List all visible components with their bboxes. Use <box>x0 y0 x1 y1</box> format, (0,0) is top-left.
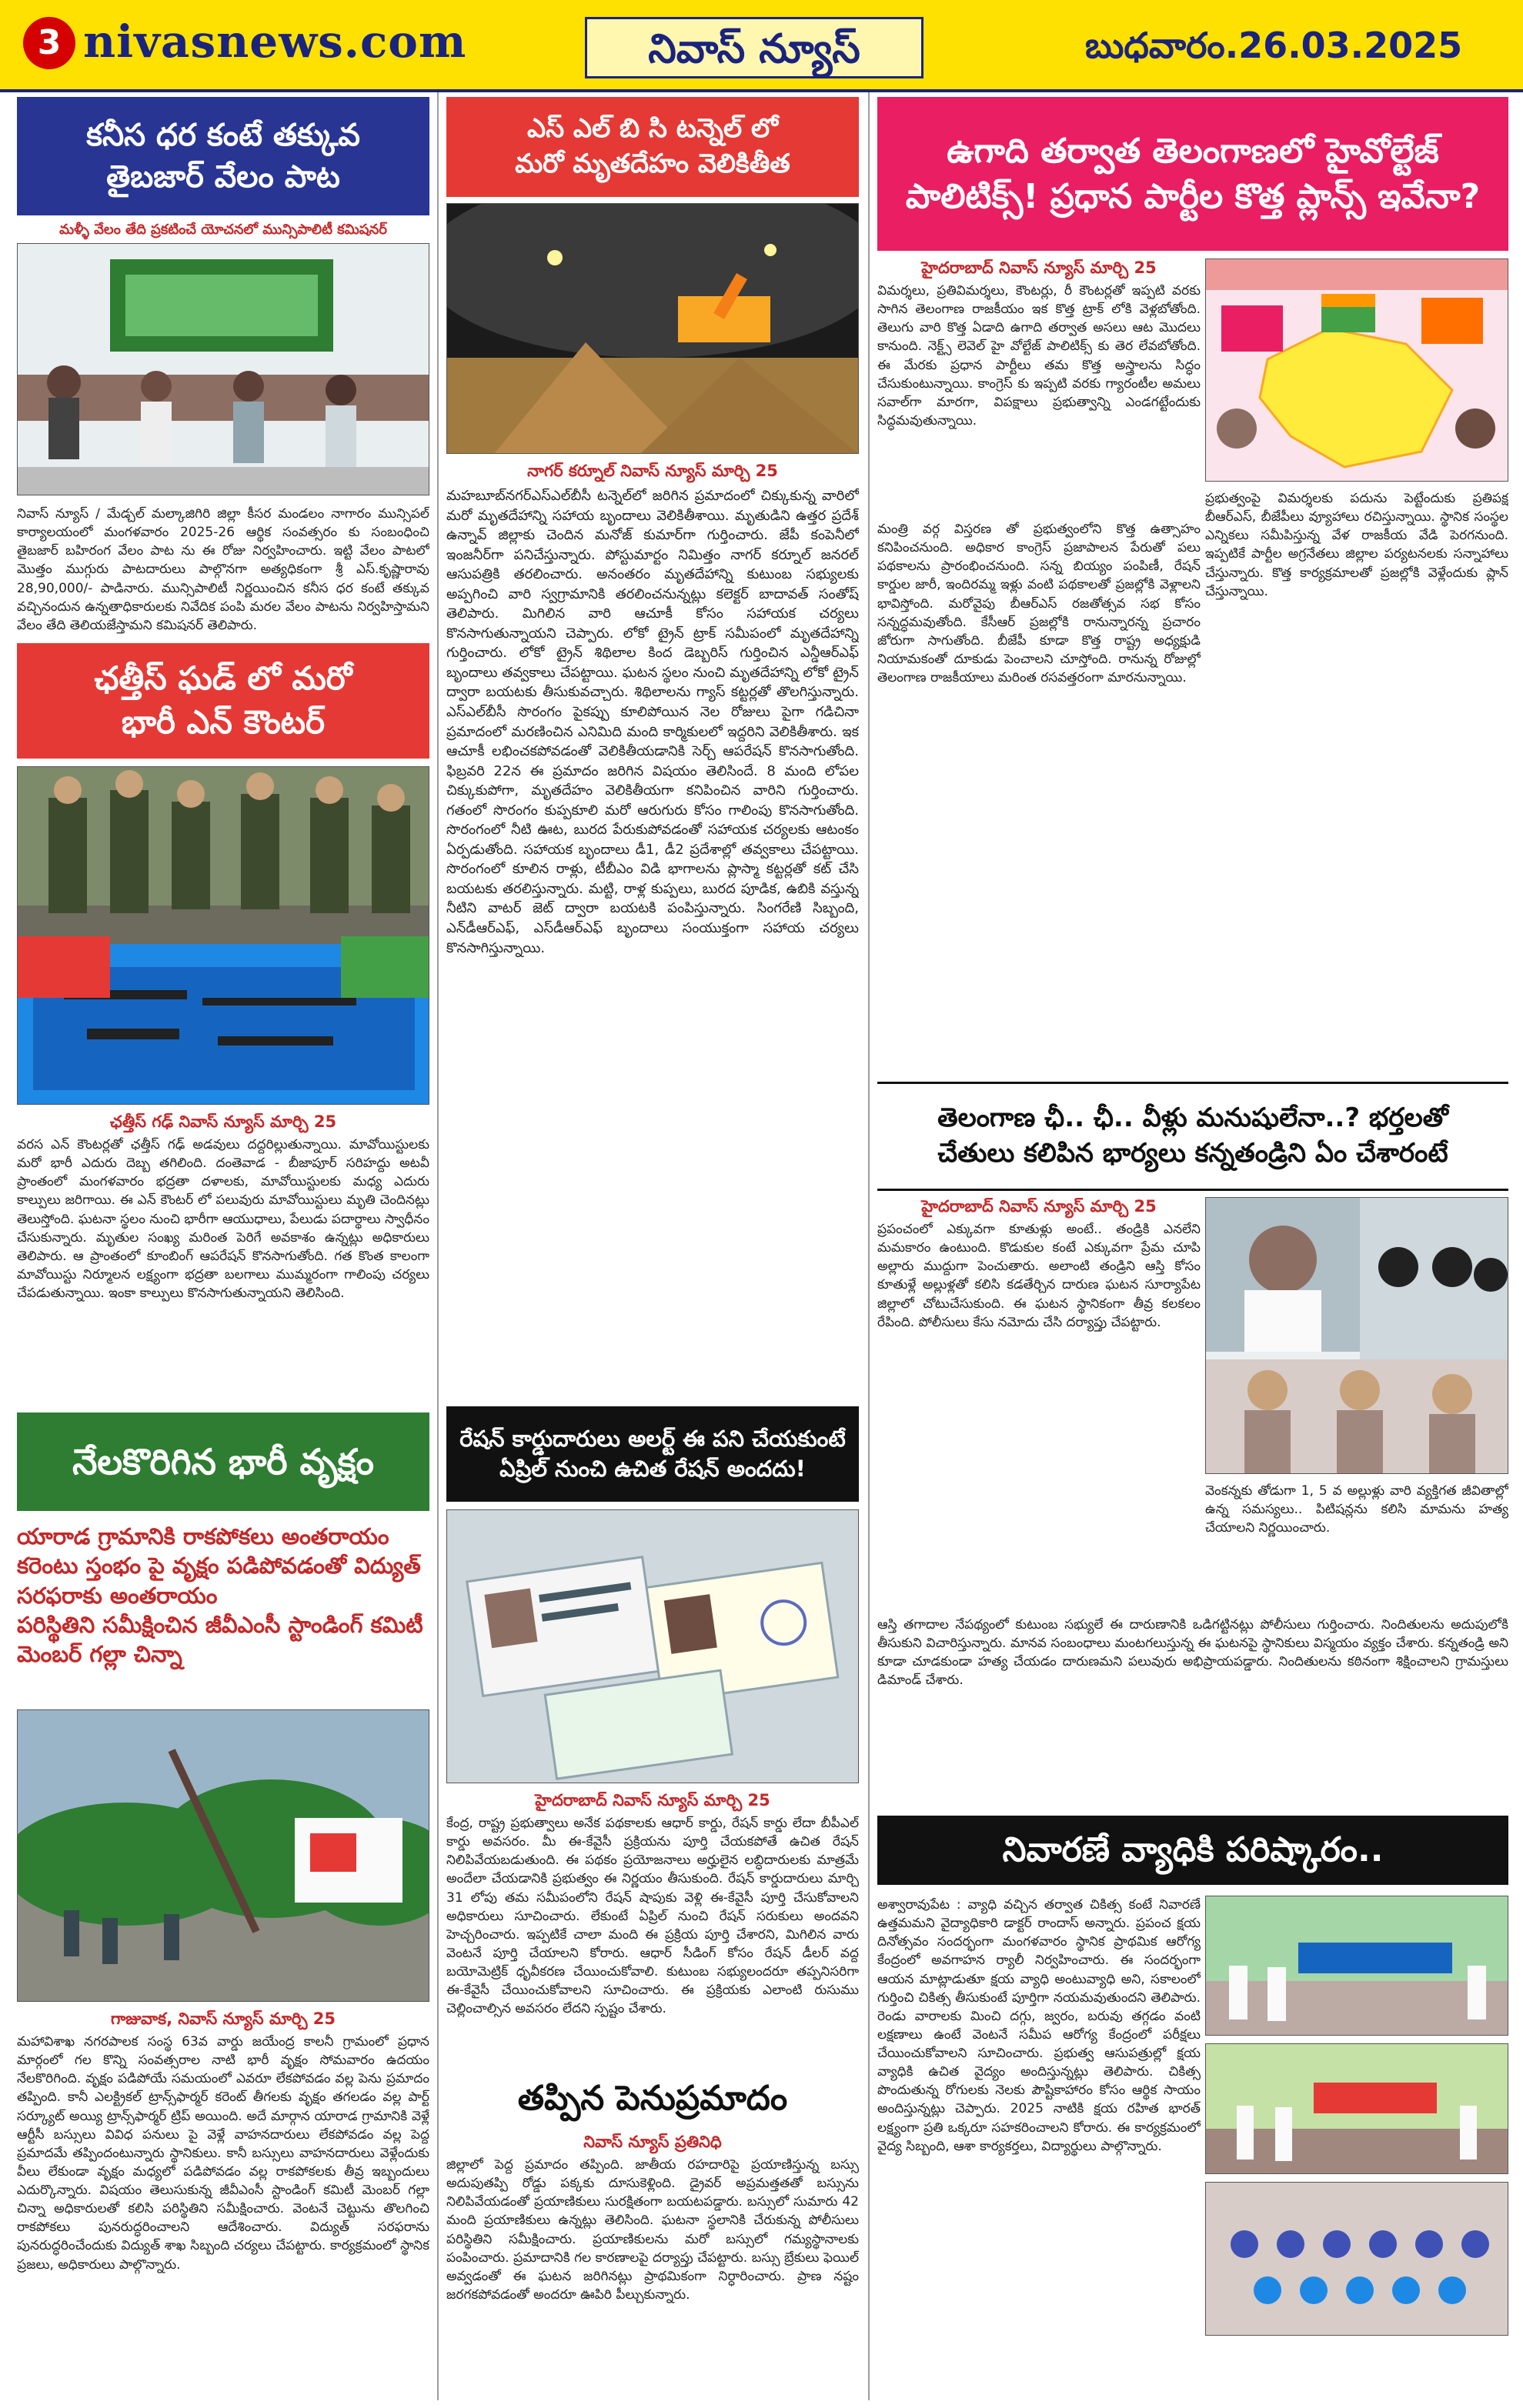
bullet-point: యారాడ గ్రామానికి రాకపోకలు అంతరాయం <box>17 1523 389 1549</box>
article8-dateline: నివాస్ న్యూస్ ప్రతినిధి <box>583 2133 722 2151</box>
article2-photo <box>446 203 859 454</box>
article5-headline[interactable] <box>446 1406 859 1502</box>
article4-headline[interactable] <box>17 643 429 759</box>
headline-line: ఎస్ ఎల్ బి సి టన్నెల్ లో <box>527 113 778 145</box>
headline-line: రేషన్ కార్డుదారులు అలర్ట్ ఈ పని చేయకుంటే <box>459 1425 846 1452</box>
article9-photo-3 <box>1205 2182 1508 2336</box>
article9-photo-2 <box>1205 2043 1508 2174</box>
article1-subhead: మళ్ళీ వేలం తేది ప్రకటించే యోచనలో మున్సిపాలిటీ కమిషనర్ <box>59 222 387 238</box>
site-url[interactable]: nivasnews.com <box>83 15 467 68</box>
article6-headline[interactable] <box>877 1082 1508 1191</box>
column-divider <box>437 92 439 2400</box>
headline-line: ఉగాది తర్వాత తెలంగాణలో హైవోల్టేజ్ <box>947 131 1439 171</box>
article6-dateline: హైదరాబాద్ నివాస్ న్యూస్ మార్చి 25 <box>921 1197 1157 1216</box>
article4-body: వరస ఎన్ కౌంటర్లతో ఛత్తీస్ గఢ్ అడవులు దద్దరిల్లుతున్నాయి. మావోయిస్టులకు మరో భారీ ఎదురు దెబ్బ తగిలింది. దంతెవాడ - బీజాపూర్ సరిహద్దు అటవీ ప్రాంతంలో మంగళవారం భద్రతా దళాలకు, మావోయిస్టులకు మధ్య ఎదురు కాల్పులు జరిగాయి. ఈ ఎన్ కౌంటర్ లో పలువురు మావోయిస్టులు మృతి చెందినట్లు తెలుస్తోంది. ఘటనా స్థలం నుంచి భారీగా ఆయుధాలు, పేలుడు పదార్థాలు స్వాధీనం చేసుకున్నారు. మృతుల సంఖ్య మరింత పెరిగే అవకాశం ఉన్నట్లు అధికారులు తెలిపారు. ఆ ప్రాంతంలో కూంబింగ్ ఆపరేషన్ కొనసాగుతోంది. గత కొంత కాలంగా మావోయిస్టు నిర్మూలన లక్ష్యంగా భద్రతా బలగాలు ముమ్మరంగా గాలింపు చర్యలు చేపడుతున్నాయి. ఇంకా కాల్పులు కొనసాగుతున్నాయని తెలిసింది. <box>17 1137 429 1301</box>
headline-line: భారీ ఎన్ కౌంటర్ <box>121 703 326 741</box>
article3-body-continued: మంత్రి వర్గ విస్తరణ తో ప్రభుత్వంలోని కొత్త ఉత్సాహం కనిపించనుంది. అధికార కాంగ్రెస్ ప్రజాపాలన పేరుతో పలు పథకాలను ప్రారంభించనుంది. సన్న బియ్యం పంపిణీ, రేషన్ కార్డుల జారీ, ఇందిరమ్మ ఇళ్లు వంటి పథకాలతో ప్రజల్లోకి వెళ్లాలని భావిస్తోంది. మరోవైపు బీఆర్ఎస్ రజతోత్సవ సభ కోసం సన్నద్ధమవుతోంది. కేసీఆర్ ప్రజల్లోకి రానున్నారన్న ప్రచారం జోరుగా సాగుతోంది. బీజేపీ కూడా కొత్త రాష్ట్ర అధ్యక్షుడి నియామకంతో దూకుడు పెంచాలని చూస్తోంది. రానున్న రోజుల్లో తెలంగాణ రాజకీయాలు మరింత రసవత్తరంగా మారనున్నాయి. <box>877 522 1201 685</box>
article9-photo-1 <box>1205 1896 1508 2036</box>
article2-dateline: నాగర్ కర్నూల్ నివాస్ న్యూస్ మార్చి 25 <box>527 462 778 480</box>
article3-dateline: హైదరాబాద్ నివాస్ న్యూస్ మార్చి 25 <box>921 258 1157 277</box>
headline-line: చేతులు కలిపిన భార్యలు కన్నతండ్రిని ఏం చేశారంటే <box>937 1138 1448 1169</box>
bullet-point: పరిస్థితిని సమీక్షించిన జీవీఎంసీ స్టాండింగ్ కమిటీ మెంబర్ గల్లా చిన్నా <box>17 1611 423 1668</box>
article3-body-right: ప్రభుత్వంపై విమర్శలకు పదును పెట్టేందుకు ప్రతిపక్ష బీఆర్ఎస్, బీజేపీలు వ్యూహాలు రచిస్తున్నాయి. స్థానిక సంస్థల ఎన్నికలు సమీపిస్తున్న వేళ రాజకీయ వేడి పెరగనుంది. ఇప్పటికే పార్టీల అగ్రనేతలు జిల్లాల పర్యటనలకు సన్నాహాలు చేస్తున్నారు. కొత్త కార్యక్రమాలతో ప్రజల్లోకి వెళ్లేందుకు ప్లాన్ చేస్తున్నాయి. <box>1205 491 1508 599</box>
article5-photo <box>446 1509 859 1783</box>
article6-body-left: ప్రపంచంలో ఎక్కువగా కూతుళ్లు అంటే.. తండ్రికి ఎనలేని మమకారం ఉంటుంది. కొడుకుల కంటే ఎక్కువగా ప్రేమ చూపి అల్లారు ముద్దుగా పెంచుతారు. అలాంటి తండ్రిని ఆస్తి కోసం కూతుళ్లే అల్లుళ్లతో కలిసి కడతేర్చిన దారుణ ఘటన సూర్యాపేట జిల్లాలో చోటుచేసుకుంది. ఈ ఘటన స్థానికంగా తీవ్ర కలకలం రేపింది. పోలీసులు కేసు నమోదు చేసి దర్యాప్తు చేపట్టారు. <box>877 1222 1201 1330</box>
headline-line: కనీస ధర కంటే తక్కువ <box>86 118 360 153</box>
headline-line: తైబజార్ వేలం పాట <box>106 159 340 195</box>
newspaper-name: నివాస్ న్యూస్ <box>585 17 923 78</box>
article9-body: అశ్వారావుపేట : వ్యాధి వచ్చిన తర్వాత చికిత్స కంటే నివారణే ఉత్తమమని వైద్యాధికారి డాక్టర్ రాందాస్ అన్నారు. ప్రపంచ క్షయ దినోత్సవం సందర్భంగా మంగళవారం స్థానిక ప్రాథమిక ఆరోగ్య కేంద్రంలో అవగాహన ర్యాలీ నిర్వహించారు. ఈ సందర్భంగా ఆయన మాట్లాడుతూ క్షయ వ్యాధి అంటువ్యాధి అని, సకాలంలో గుర్తించి చికిత్స తీసుకుంటే పూర్తిగా నయమవుతుందని తెలిపారు. రెండు వారాలకు మించి దగ్గు, జ్వరం, బరువు తగ్గడం వంటి లక్షణాలు ఉంటే వెంటనే సమీప ఆరోగ్య కేంద్రంలో పరీక్షలు చేయించుకోవాలని సూచించారు. ప్రభుత్వ ఆసుపత్రుల్లో క్షయ వ్యాధికి ఉచిత వైద్యం అందిస్తున్నట్లు తెలిపారు. చికిత్స పొందుతున్న రోగులకు నెలకు పౌష్టికాహారం కోసం ఆర్థిక సాయం అందిస్తున్నట్లు చెప్పారు. 2025 నాటికి క్షయ రహిత భారత్ లక్ష్యంగా ప్రతి ఒక్కరూ సహకరించాలని కోరారు. ఈ కార్యక్రమంలో వైద్య సిబ్బంది, ఆశా కార్యకర్తలు, విద్యార్థులు పాల్గొన్నారు. <box>877 1897 1201 2154</box>
article2-headline[interactable] <box>446 97 859 197</box>
article6-body-right: వెంకన్నకు తోడుగా 1, 5 వ అల్లుళ్లు వారి వ్యక్తిగత జీవితాల్లో ఉన్న సమస్యలు.. పిటిషన్లను కలిసి మామను హత్య చేయాలని నిర్ణయించారు. <box>1205 1483 1508 1536</box>
headline-line: పాలిటిక్స్! ప్రధాన పార్టీల కొత్త ప్లాన్స్ ఇవేనా? <box>905 177 1481 216</box>
article7-body: మహావిశాఖ నగరపాలక సంస్థ 63వ వార్డు జయేంద్ర కాలనీ గ్రామంలో ప్రధాన మార్గంలో గల కొన్ని సంవత్సరాల నాటి భారీ వృక్షం సోమవారం ఉదయం నేలకొరిగింది. వృక్షం పడిపోయే సమయంలో ఎవరూ లేకపోవడం వల్ల పెను ప్రమాదం తప్పింది. కానీ ఎలక్ట్రికల్ ట్రాన్స్‌ఫార్మర్ కరెంట్ తీగలకు వృక్షం తగలడం వల్ల పార్ట్ సర్క్యూట్ అయ్యి ట్రాన్స్‌ఫార్మర్ ట్రిప్ అయింది. అదే మార్గాన యారాడ గ్రామానికి వెళ్లే ఆర్టీసీ బస్సులు వివిధ పనులు పై వెళ్లే వాహనదారులు లేకపోవడం వల్ల పెద్ద ప్రమాదమే తప్పిందంటున్నారు స్థానికులు. కానీ బస్సులు వాహనదారులు వెళ్లేందుకు వీలు లేకుండా వృక్షం మధ్యలో పడిపోవడం వల్ల రాకపోకలకు తీవ్ర ఇబ్బందులు ఎదుర్కొన్నారు. విషయం తెలుసుకున్న జీవీఎంసీ స్టాండింగ్ కమిటీ మెంబర్ గల్లా చిన్నా అధికారులతో కలిసి పరిస్థితిని సమీక్షించారు. వెంటనే చెట్టును తొలగించి రాకపోకలు పునరుద్ధరించాలని ఆదేశించారు. విద్యుత్ సరఫరాను పునరుద్ధరించేందుకు విద్యుత్ శాఖ సిబ్బంది చర్యలు చేపట్టారు. కార్యక్రమంలో స్థానిక ప్రజలు, అధికారులు పాల్గొన్నారు. <box>17 2034 429 2273</box>
article7-photo <box>17 1709 429 2002</box>
article2-body: మహబూబ్‌నగర్‌ఎస్‌ఎల్‌బీసీ టన్నెల్‌లో జరిగిన ప్రమాదంలో చిక్కుకున్న వారిలో మరో మృతదేహాన్ని సహాయ బృందాలు వెలికితీశాయి. మృతుడిని ఉత్తర ప్రదేశ్ ఉన్నావ్ జిల్లాకు చెందిన మనోజ్ కుమార్‌గా గుర్తించారు. జేపీ కంపెనీలో ఇంజనీర్‌గా పనిచేస్తున్నారు. పోస్టుమార్టం నిమిత్తం నాగర్ కర్నూల్ జనరల్ ఆసుపత్రికి తరలించారు. అనంతరం మృతదేహాన్ని కుటుంబ సభ్యులకు అప్పగించి వారి స్వగ్రామానికి తరలించనున్నట్లు కలెక్టర్ బాదావత్ సంతోష్ తెలిపారు. మిగిలిన వారి ఆచూకీ కోసం సహాయక చర్యలు కొనసాగుతున్నాయని చెప్పారు. లోకో ట్రైన్ ట్రాక్ సమీపంలో మృతదేహాన్ని గుర్తించారు. లోకో ట్రైన్ శిథిలాల కింద డెబ్బరిస్ గుర్తించిన ఎన్డీఆర్ఎఫ్ బృందాలు తవ్వకాలు చేపట్టాయి. ఘటన స్థలం నుంచి మృతదేహాన్ని లోకో ట్రైన్ ద్వారా బయటకు తీసుకువచ్చారు. శిథిలాలను గ్యాస్ కట్టర్లతో తొలగిస్తున్నారు. ఎస్ఎల్‌బీసీ సొరంగం పైకప్పు కూలిపోయిన నెల రోజులు పైగా గడిచినా ప్రమాదంలో మరణించిన ఎనిమిది మంది కార్మికులలో ఇద్దరిని వెలికితీశారు. ఇక ఆచూకీ లభించకపోవడంతో వెలికితీయడానికి సెర్చ్ ఆపరేషన్ కొనసాగుతోంది. ఫిబ్రవరి 22న ఈ ప్రమాదం జరిగిన విషయం తెలిసిందే. 8 మంది లోపల చిక్కుకుపోగా, మృతదేహం వెలికితీయగా కనిపించిన వారిని గుర్తించారు. గతంలో సొరంగం కుప్పకూలి మరో ఆరుగురు కోసం గాలింపు కొనసాగుతోంది. సొరంగంలో నీటి ఊట, బురద పేరుకుపోవడంతో సహాయక చర్యలకు ఆటంకం ఏర్పడుతోంది. సహాయక బృందాలు డీ1, డీ2 ప్రదేశాల్లో తవ్వకాలు చేపట్టాయి. సొరంగంలో కూలిన రాళ్లు, టీబీఎం విడి భాగాలను ప్లాస్మా కట్టర్లతో కట్ చేసి బయటకు తరలిస్తున్నారు. మట్టి, రాళ్ల కుప్పలు, బురద పూడిక, ఉబికి వస్తున్న నీటిని వాటర్ జెట్ ద్వారా బయటకి పంపిస్తున్నారు. సింగరేణి సిబ్బంది, ఎన్‌డీఆర్‌ఎఫ్, ఎస్‌డీఆర్‌ఎఫ్ బృందాలు సంయుక్తంగా సహాయ చర్యలు కొనసాగిస్తున్నాయి. <box>446 488 859 956</box>
article8-headline[interactable]: తప్పిన పెనుప్రమాదం <box>446 2068 859 2130</box>
headline-line: తెలంగాణ ఛీ.. ఛీ.. వీళ్లు మనుషులేనా..? భర్తలతో <box>937 1102 1448 1134</box>
article8-body: జిల్లాలో పెద్ద ప్రమాదం తప్పింది. జాతీయ రహదారిపై ప్రయాణిస్తున్న బస్సు అదుపుతప్పి రోడ్డు పక్కకు దూసుకెళ్లింది. డ్రైవర్ అప్రమత్తతతో బస్సును నిలిపివేయడంతో ప్రయాణికులు సురక్షితంగా బయటపడ్డారు. బస్సులో సుమారు 42 మంది ప్రయాణికులు ఉన్నట్లు తెలిసింది. ఘటనా స్థలానికి చేరుకున్న పోలీసులు పరిస్థితిని సమీక్షించారు. ప్రయాణికులను మరో బస్సులో గమ్యస్థానాలకు పంపించారు. ప్రమాదానికి గల కారణాలపై దర్యాప్తు చేపట్టారు. బస్సు బ్రేకులు ఫెయిల్ అవ్వడంతో ఈ ఘటన జరిగినట్లు ప్రాథమికంగా నిర్ధారించారు. ప్రాణ నష్టం జరగకపోవడంతో అందరూ ఊపిరి పీల్చుకున్నారు. <box>446 2157 859 2303</box>
article5-dateline: హైదరాబాద్ నివాస్ న్యూస్ మార్చి 25 <box>535 1791 770 1809</box>
article3-headline[interactable] <box>877 97 1508 251</box>
article3-photo <box>1205 258 1508 482</box>
headline-line: ఏప్రిల్ నుంచి ఉచిత రేషన్ అందదు! <box>499 1456 806 1482</box>
article7-headline[interactable]: నేలకొరిగిన భారీ వృక్షం <box>17 1412 429 1511</box>
article1-photo <box>17 243 429 495</box>
article5-body: కేంద్ర, రాష్ట్ర ప్రభుత్వాలు అనేక పథకాలకు ఆధార్ కార్డు, రేషన్ కార్డు లేదా బీపీఎల్ కార్డు అవసరం. మీ ఈ-కేవైసీ ప్రక్రియను పూర్తి చేయకపోతే ఉచిత రేషన్ నిలిపివేయబడుతుంది. ఈ పథకం ప్రయోజనాలు అర్హులైన లబ్ధిదారులకు మాత్రమే అందేలా చేయడానికి ప్రభుత్వం ఈ నిర్ణయం తీసుకుంది. రేషన్ కార్డుదారులు మార్చి 31 లోపు తమ సమీపంలోని రేషన్ షాపుకు వెళ్లి ఈ-కేవైసీ పూర్తి చేసుకోవాలని అధికారులు సూచించారు. లేకుంటే ఏప్రిల్ నుంచి రేషన్ సరుకులు అందవని హెచ్చరించారు. ఇప్పటికే చాలా మంది ఈ ప్రక్రియ పూర్తి చేశారని, మిగిలిన వారు వెంటనే పూర్తి చేయాలని కోరారు. ఆధార్ సీడింగ్ కోసం రేషన్ డీలర్ వద్ద బయోమెట్రిక్ ధృవీకరణ చేయించుకోవాలి. కుటుంబ సభ్యులందరూ తప్పనిసరిగా ఈ-కేవైసీ చేయించుకోవాలని సూచించారు. ఈ ప్రక్రియకు ఎలాంటి రుసుము చెల్లించాల్సిన అవసరం లేదని స్పష్టం చేశారు. <box>446 1816 859 2017</box>
column-divider <box>868 92 870 2400</box>
article4-dateline: ఛత్తీస్ గఢ్ నివాస్ న్యూస్ మార్చి 25 <box>109 1112 337 1131</box>
article6-photo <box>1205 1197 1508 1474</box>
article4-photo <box>17 766 429 1105</box>
article3-body-left: విమర్శలు, ప్రతివిమర్శలు, కౌంటర్లు, రీ కౌంటర్లతో ఇప్పటి వరకు సాగిన తెలంగాణ రాజకీయం ఇక కొత్త ట్రాక్ లోకి వెళ్లబోతోంది. తెలుగు వారి కొత్త ఏడాది ఉగాది తర్వాత అసలు ఆట మొదలు కానుంది. నెక్ట్స్ లెవెల్ హై వోల్టేజ్ పాలిటిక్స్ కు తెర లేవబోతోంది. ఈ మేరకు ప్రధాన పార్టీలు తమ కొత్త అస్త్రాలను సిద్ధం చేసుకుంటున్నాయి. కాంగ్రెస్ కు ఇప్పటి వరకు గ్యారంటీల అమలు సవాల్‌గా మారగా, విపక్షాలు ప్రభుత్వాన్ని ఎండగట్టేందుకు సిద్ధమవుతున్నాయి. <box>877 283 1201 429</box>
article9-headline[interactable]: నివారణే వ్యాధికి పరిష్కారం.. <box>877 1816 1508 1885</box>
article1-body: నివాస్ న్యూస్ / మేడ్చల్ మల్కాజిగిరి జిల్లా కీసర మండలం నాగారం మున్సిపల్ కార్యాలయంలో మంగళవారం 2025-26 ఆర్థిక సంవత్సరం కు సంబంధించి తైబజార్ బహిరంగ వేలం పాట ను ఈ రోజు నిర్వహించారు. ఇట్టి వేలం పాటలో మొత్తం ముగ్గురు పాటదారులు పాల్గొనగా అత్యధికంగా శ్రీ ఎస్.కృష్ణారావు 28,90,000/- పాడినారు. మున్సిపాలిటీ నిర్ణయించిన కనీస ధర కంటే తక్కువ వచ్చినందున ఉన్నతాధికారులకు నివేదిక పంపి మరల వేలం పాటను నిర్వహిస్తామని వేలం తేది తెలియజేస్తామని కమిషనర్ తెలిపారు. <box>17 506 429 633</box>
article1-headline[interactable] <box>17 97 429 215</box>
article6-body-continued: ఆస్తి తగాదాల నేపథ్యంలో కుటుంబ సభ్యులే ఈ దారుణానికి ఒడిగట్టినట్లు పోలీసులు గుర్తించారు. నిందితులను అదుపులోకి తీసుకుని విచారిస్తున్నారు. మానవ సంబంధాలు మంటగలుస్తున్న ఈ ఘటనపై స్థానికులు విస్మయం వ్యక్తం చేశారు. కన్నతండ్రి అని కూడా చూడకుండా హత్య చేయడం దారుణమని పలువురు అభిప్రాయపడ్డారు. నిందితులను కఠినంగా శిక్షించాలని గ్రామస్తులు డిమాండ్ చేశారు. <box>877 1617 1508 1689</box>
headline-line: ఛత్తీస్ ఘడ్ లో మరో <box>94 659 352 698</box>
page-number-badge: 3 <box>23 17 75 69</box>
headline-line: మరో మృతదేహం వెలికితీత <box>515 148 790 179</box>
issue-date: బుధవారం.26.03.2025 <box>1085 25 1463 66</box>
article7-dateline: గాజువాక, నివాస్ న్యూస్ మార్చి 25 <box>110 2009 336 2028</box>
bullet-point: కరెంటు స్తంభం పై వృక్షం పడిపోవడంతో విద్యుత్ సరఫరాకు అంతరాయం <box>17 1553 421 1609</box>
article7-bullets <box>17 1522 429 1669</box>
